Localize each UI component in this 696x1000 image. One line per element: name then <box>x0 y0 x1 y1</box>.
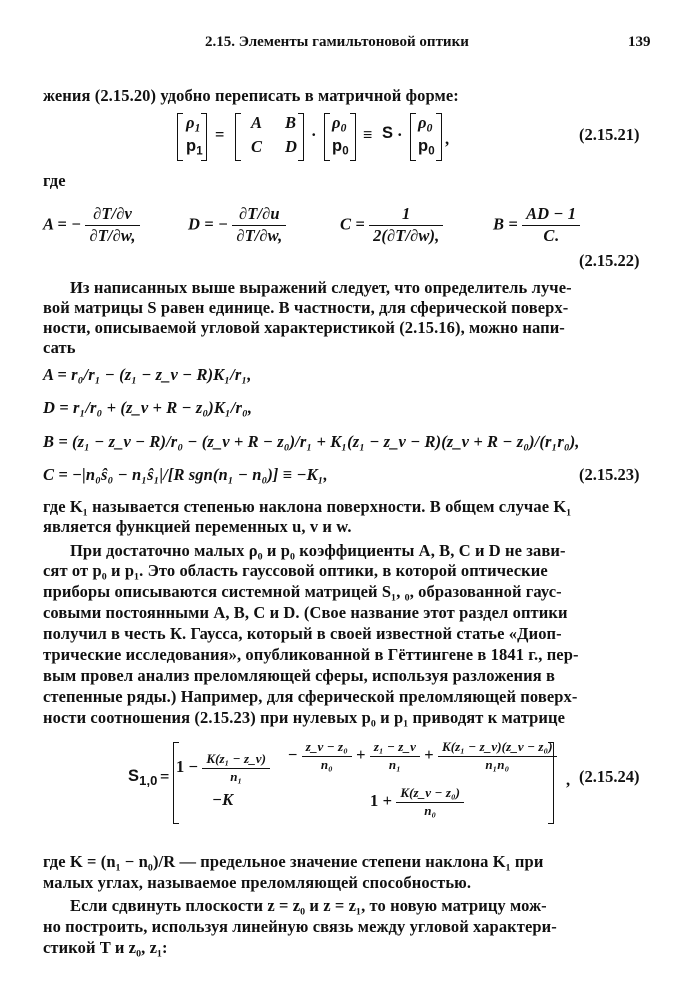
matrix-S-label: $S_{1,0}$ <box>128 767 158 788</box>
equation-number: (2.15.21) <box>579 125 640 144</box>
matrix-A: A <box>251 113 263 132</box>
where-label: где <box>43 171 66 190</box>
equation-number: (2.15.22) <box>579 251 640 270</box>
page-number: 139 <box>628 34 651 50</box>
matrix-bracket-right <box>548 742 554 824</box>
matrix-bracket-right <box>298 113 304 161</box>
bracket-right <box>201 113 207 161</box>
lhs-rho: $\rho_1$ <box>186 113 201 135</box>
running-header: 2.15. Элементы гамильтоновой оптики <box>205 34 469 50</box>
paragraph-intro: жения (2.15.20) удобно переписать в матричной форме: <box>43 86 459 105</box>
lhs-p: $p_1$ <box>186 137 203 158</box>
system-matrix-S: S <box>382 124 394 142</box>
equation-number: (2.15.23) <box>579 465 640 484</box>
matrix-B: B <box>285 113 297 132</box>
matrix-bracket-left <box>235 113 241 161</box>
matrix-D: D <box>285 137 298 156</box>
bracket-left <box>177 113 183 161</box>
matrix-C: C <box>251 137 263 156</box>
equation-number: (2.15.24) <box>579 767 640 786</box>
